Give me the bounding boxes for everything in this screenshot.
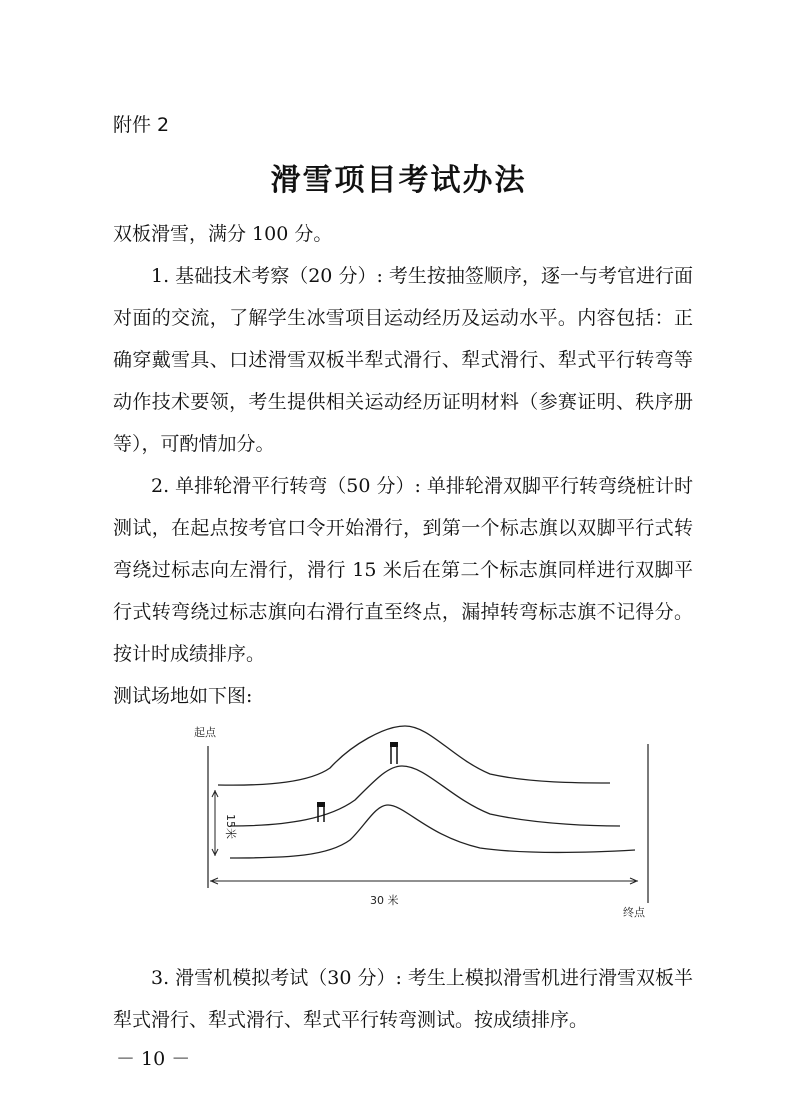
course-line-top <box>218 726 610 785</box>
width-label: 15米 <box>224 814 237 839</box>
start-label: 起点 <box>194 726 216 739</box>
flag-icon <box>317 802 325 822</box>
course-line-middle <box>230 766 620 826</box>
flag-icon <box>390 742 398 764</box>
intro-paragraph: 双板滑雪，满分 100 分。 <box>113 223 333 245</box>
page-number: － 10 － <box>116 1048 191 1070</box>
course-line-bottom <box>230 805 635 858</box>
section-2-paragraph: 2. 单排轮滑平行转弯（50 分）: 单排轮滑双脚平行转弯绕桩计时测试，在起点按考官口令开始滑行，到第一个标志旗以双脚平行式转弯绕过标志向左滑行，滑行 15 米后在第二个标志旗同样进行双脚平行式转弯绕过标志旗向右滑行直至终点，漏掉转弯标志旗不记得分。按计时成绩排序。 <box>113 475 693 665</box>
test-field-diagram <box>190 718 670 923</box>
section-3-paragraph: 3. 滑雪机模拟考试（30 分）: 考生上模拟滑雪机进行滑雪双板半犁式滑行、犁式滑行、犁式平行转弯测试。按成绩排序。 <box>113 967 693 1031</box>
diagram-caption: 测试场地如下图: <box>113 685 253 707</box>
page-title: 滑雪项目考试办法 <box>270 163 527 198</box>
section-1-paragraph: 1. 基础技术考察（20 分）: 考生按抽签顺序，逐一与考官进行面对面的交流，了解学生冰雪项目运动经历及运动水平。内容包括：正确穿戴雪具、口述滑雪双板半犁式滑行、犁式滑行、犁式平行转弯等动作技术要领，考生提供相关运动经历证明材料（参赛证明、秩序册等），可酌情加分。 <box>113 265 693 455</box>
length-label: 30 米 <box>370 894 399 907</box>
end-label: 终点 <box>623 906 645 919</box>
attachment-label: 附件 2 <box>113 114 170 136</box>
